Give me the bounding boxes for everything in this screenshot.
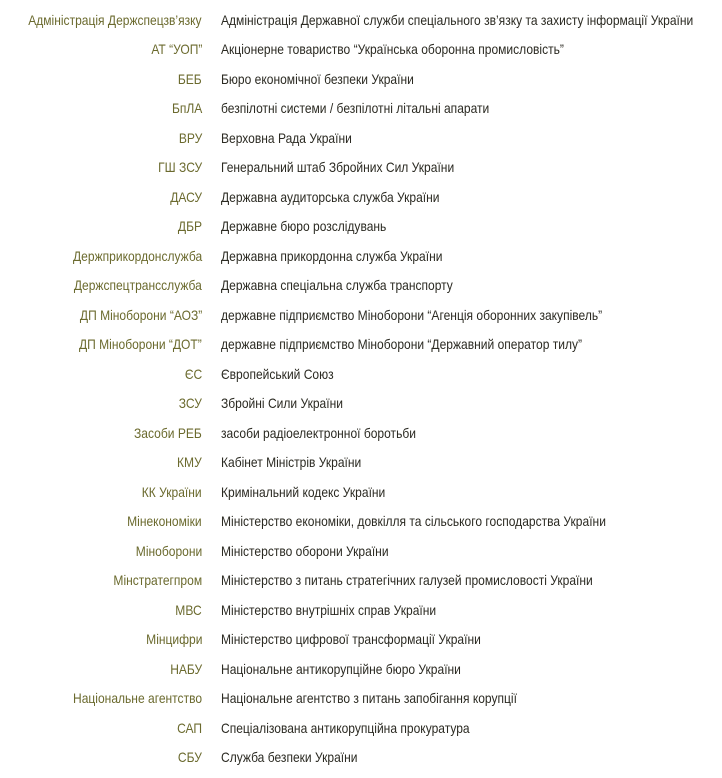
definition	[202, 71, 445, 87]
abbreviation-text: Мінекономіки	[127, 513, 202, 530]
glossary-row	[0, 477, 722, 507]
abbreviation	[0, 690, 202, 706]
abbreviation	[0, 602, 202, 618]
definition-text: Національне агентство з питань запобігання корупції	[221, 690, 517, 707]
abbreviation	[0, 484, 202, 500]
abbreviation-text: ЗСУ	[178, 395, 202, 412]
glossary-row	[0, 536, 722, 566]
definition-text: Збройні Сили України	[221, 395, 343, 412]
abbreviation-text: БпЛА	[171, 100, 202, 117]
abbreviation	[0, 749, 202, 765]
abbreviation	[0, 543, 202, 559]
abbreviation-text: ДБР	[177, 218, 202, 235]
definition	[202, 602, 471, 618]
definition	[202, 307, 664, 323]
glossary-row	[0, 212, 722, 242]
abbreviation-text: Національне агентство	[72, 690, 202, 707]
abbreviation-text: Адміністрація Держспецзв’язку	[28, 11, 202, 28]
definition	[202, 720, 510, 736]
definition-text: державне підприємство Міноборони “Агенція оборонних закупівель”	[221, 306, 603, 323]
definition	[202, 484, 412, 500]
glossary-row	[0, 684, 722, 714]
glossary-row	[0, 35, 722, 65]
definition	[202, 159, 492, 175]
definition-text: Державна спеціальна служба транспорту	[221, 277, 453, 294]
definition	[202, 130, 373, 146]
glossary-list	[0, 5, 722, 772]
abbreviation	[0, 130, 202, 146]
definition-text: Державна аудиторська служба України	[221, 188, 440, 205]
definition-text: Служба безпеки України	[221, 749, 358, 766]
definition	[202, 12, 722, 28]
definition	[202, 661, 500, 677]
abbreviation-text: Держприкордонслужба	[72, 247, 202, 264]
definition-text: Міністерство економіки, довкілля та сільського господарства України	[221, 513, 606, 530]
abbreviation	[0, 454, 202, 470]
abbreviation-text: ДП Міноборони “АОЗ”	[79, 306, 202, 323]
abbreviation	[0, 100, 202, 116]
definition-text: Державне бюро розслідувань	[221, 218, 387, 235]
definition-text: Адміністрація Державної служби спеціального зв’язку та захисту інформації України	[221, 11, 694, 28]
abbreviation-text: БЕБ	[178, 70, 202, 87]
glossary-row	[0, 5, 722, 35]
glossary-row	[0, 566, 722, 596]
abbreviation	[0, 366, 202, 382]
abbreviation	[0, 720, 202, 736]
definition	[202, 218, 413, 234]
definition-text: Генеральний штаб Збройних Сил України	[221, 159, 455, 176]
abbreviation	[0, 12, 202, 28]
abbreviation	[0, 248, 202, 264]
abbreviation-text: Засоби РЕБ	[134, 424, 202, 441]
definition-text: Міністерство внутрішніх справ України	[221, 601, 437, 618]
definition-text: Кабінет Міністрів України	[221, 454, 362, 471]
abbreviation	[0, 513, 202, 529]
definition-text: Міністерство оборони України	[221, 542, 389, 559]
glossary-row	[0, 713, 722, 743]
definition	[202, 454, 384, 470]
definition-text: Верховна Рада України	[221, 129, 352, 146]
abbreviation-text: КМУ	[177, 454, 202, 471]
definition	[202, 366, 352, 382]
glossary-row	[0, 625, 722, 655]
definition-text: Міністерство з питань стратегічних галузей промисловості України	[221, 572, 593, 589]
abbreviation	[0, 218, 202, 234]
abbreviation	[0, 159, 202, 175]
abbreviation-text: Мінстратегпром	[113, 572, 202, 589]
definition	[202, 425, 448, 441]
abbreviation	[0, 572, 202, 588]
glossary-row	[0, 300, 722, 330]
abbreviation	[0, 661, 202, 677]
glossary-row	[0, 241, 722, 271]
abbreviation	[0, 189, 202, 205]
glossary-row	[0, 595, 722, 625]
abbreviation-text: СБУ	[178, 749, 202, 766]
definition	[202, 690, 565, 706]
abbreviation	[0, 307, 202, 323]
glossary-row	[0, 123, 722, 153]
definition-text: Європейський Союз	[221, 365, 334, 382]
definition-text: Спеціалізована антикорупційна прокуратура	[221, 719, 470, 736]
definition	[202, 100, 533, 116]
definition-text: державне підприємство Міноборони “Державний оператор тилу”	[221, 336, 583, 353]
glossary-row	[0, 64, 722, 94]
definition	[202, 572, 653, 588]
glossary-row	[0, 153, 722, 183]
abbreviation-text: МВС	[175, 601, 202, 618]
definition-text: безпілотні системи / безпілотні літальні апарати	[221, 100, 490, 117]
glossary-row	[0, 743, 722, 773]
abbreviation-text: САП	[177, 719, 202, 736]
abbreviation-text: ВРУ	[178, 129, 202, 146]
glossary-row	[0, 448, 722, 478]
definition	[202, 248, 479, 264]
abbreviation	[0, 41, 202, 57]
abbreviation	[0, 395, 202, 411]
abbreviation	[0, 277, 202, 293]
glossary-row	[0, 359, 722, 389]
definition-text: Міністерство цифрової трансформації України	[221, 631, 481, 648]
definition-text: Акціонерне товариство “Українська оборонна промисловість”	[221, 41, 564, 58]
abbreviation-text: ЄС	[184, 365, 202, 382]
glossary-row	[0, 94, 722, 124]
definition	[202, 336, 641, 352]
definition-text: Кримінальний кодекс України	[221, 483, 386, 500]
definition	[202, 513, 669, 529]
abbreviation-text: Міноборони	[135, 542, 202, 559]
definition-text: Бюро економічної безпеки України	[221, 70, 414, 87]
glossary-row	[0, 507, 722, 537]
definition-text: засоби радіоелектронної боротьби	[221, 424, 416, 441]
glossary-row	[0, 271, 722, 301]
definition	[202, 395, 363, 411]
abbreviation-text: НАБУ	[169, 660, 202, 677]
abbreviation-text: ДАСУ	[170, 188, 202, 205]
abbreviation-text: АТ “УОП”	[150, 41, 202, 58]
abbreviation	[0, 336, 202, 352]
abbreviation-text: Держспецтрансслужба	[73, 277, 202, 294]
definition	[202, 277, 491, 293]
abbreviation	[0, 71, 202, 87]
definition	[202, 631, 523, 647]
glossary-row	[0, 418, 722, 448]
definition	[202, 189, 475, 205]
definition	[202, 41, 620, 57]
abbreviation-text: КК України	[142, 483, 202, 500]
abbreviation-text: ГШ ЗСУ	[158, 159, 202, 176]
abbreviation-text: Мінцифри	[145, 631, 202, 648]
abbreviation	[0, 631, 202, 647]
abbreviation-text: ДП Міноборони “ДОТ”	[79, 336, 202, 353]
definition-text: Національне антикорупційне бюро України	[221, 660, 461, 677]
definition	[202, 543, 416, 559]
glossary-row	[0, 654, 722, 684]
glossary-row	[0, 330, 722, 360]
definition	[202, 749, 380, 765]
glossary-row	[0, 182, 722, 212]
definition-text: Державна прикордонна служба України	[221, 247, 443, 264]
glossary-row	[0, 389, 722, 419]
abbreviation	[0, 425, 202, 441]
